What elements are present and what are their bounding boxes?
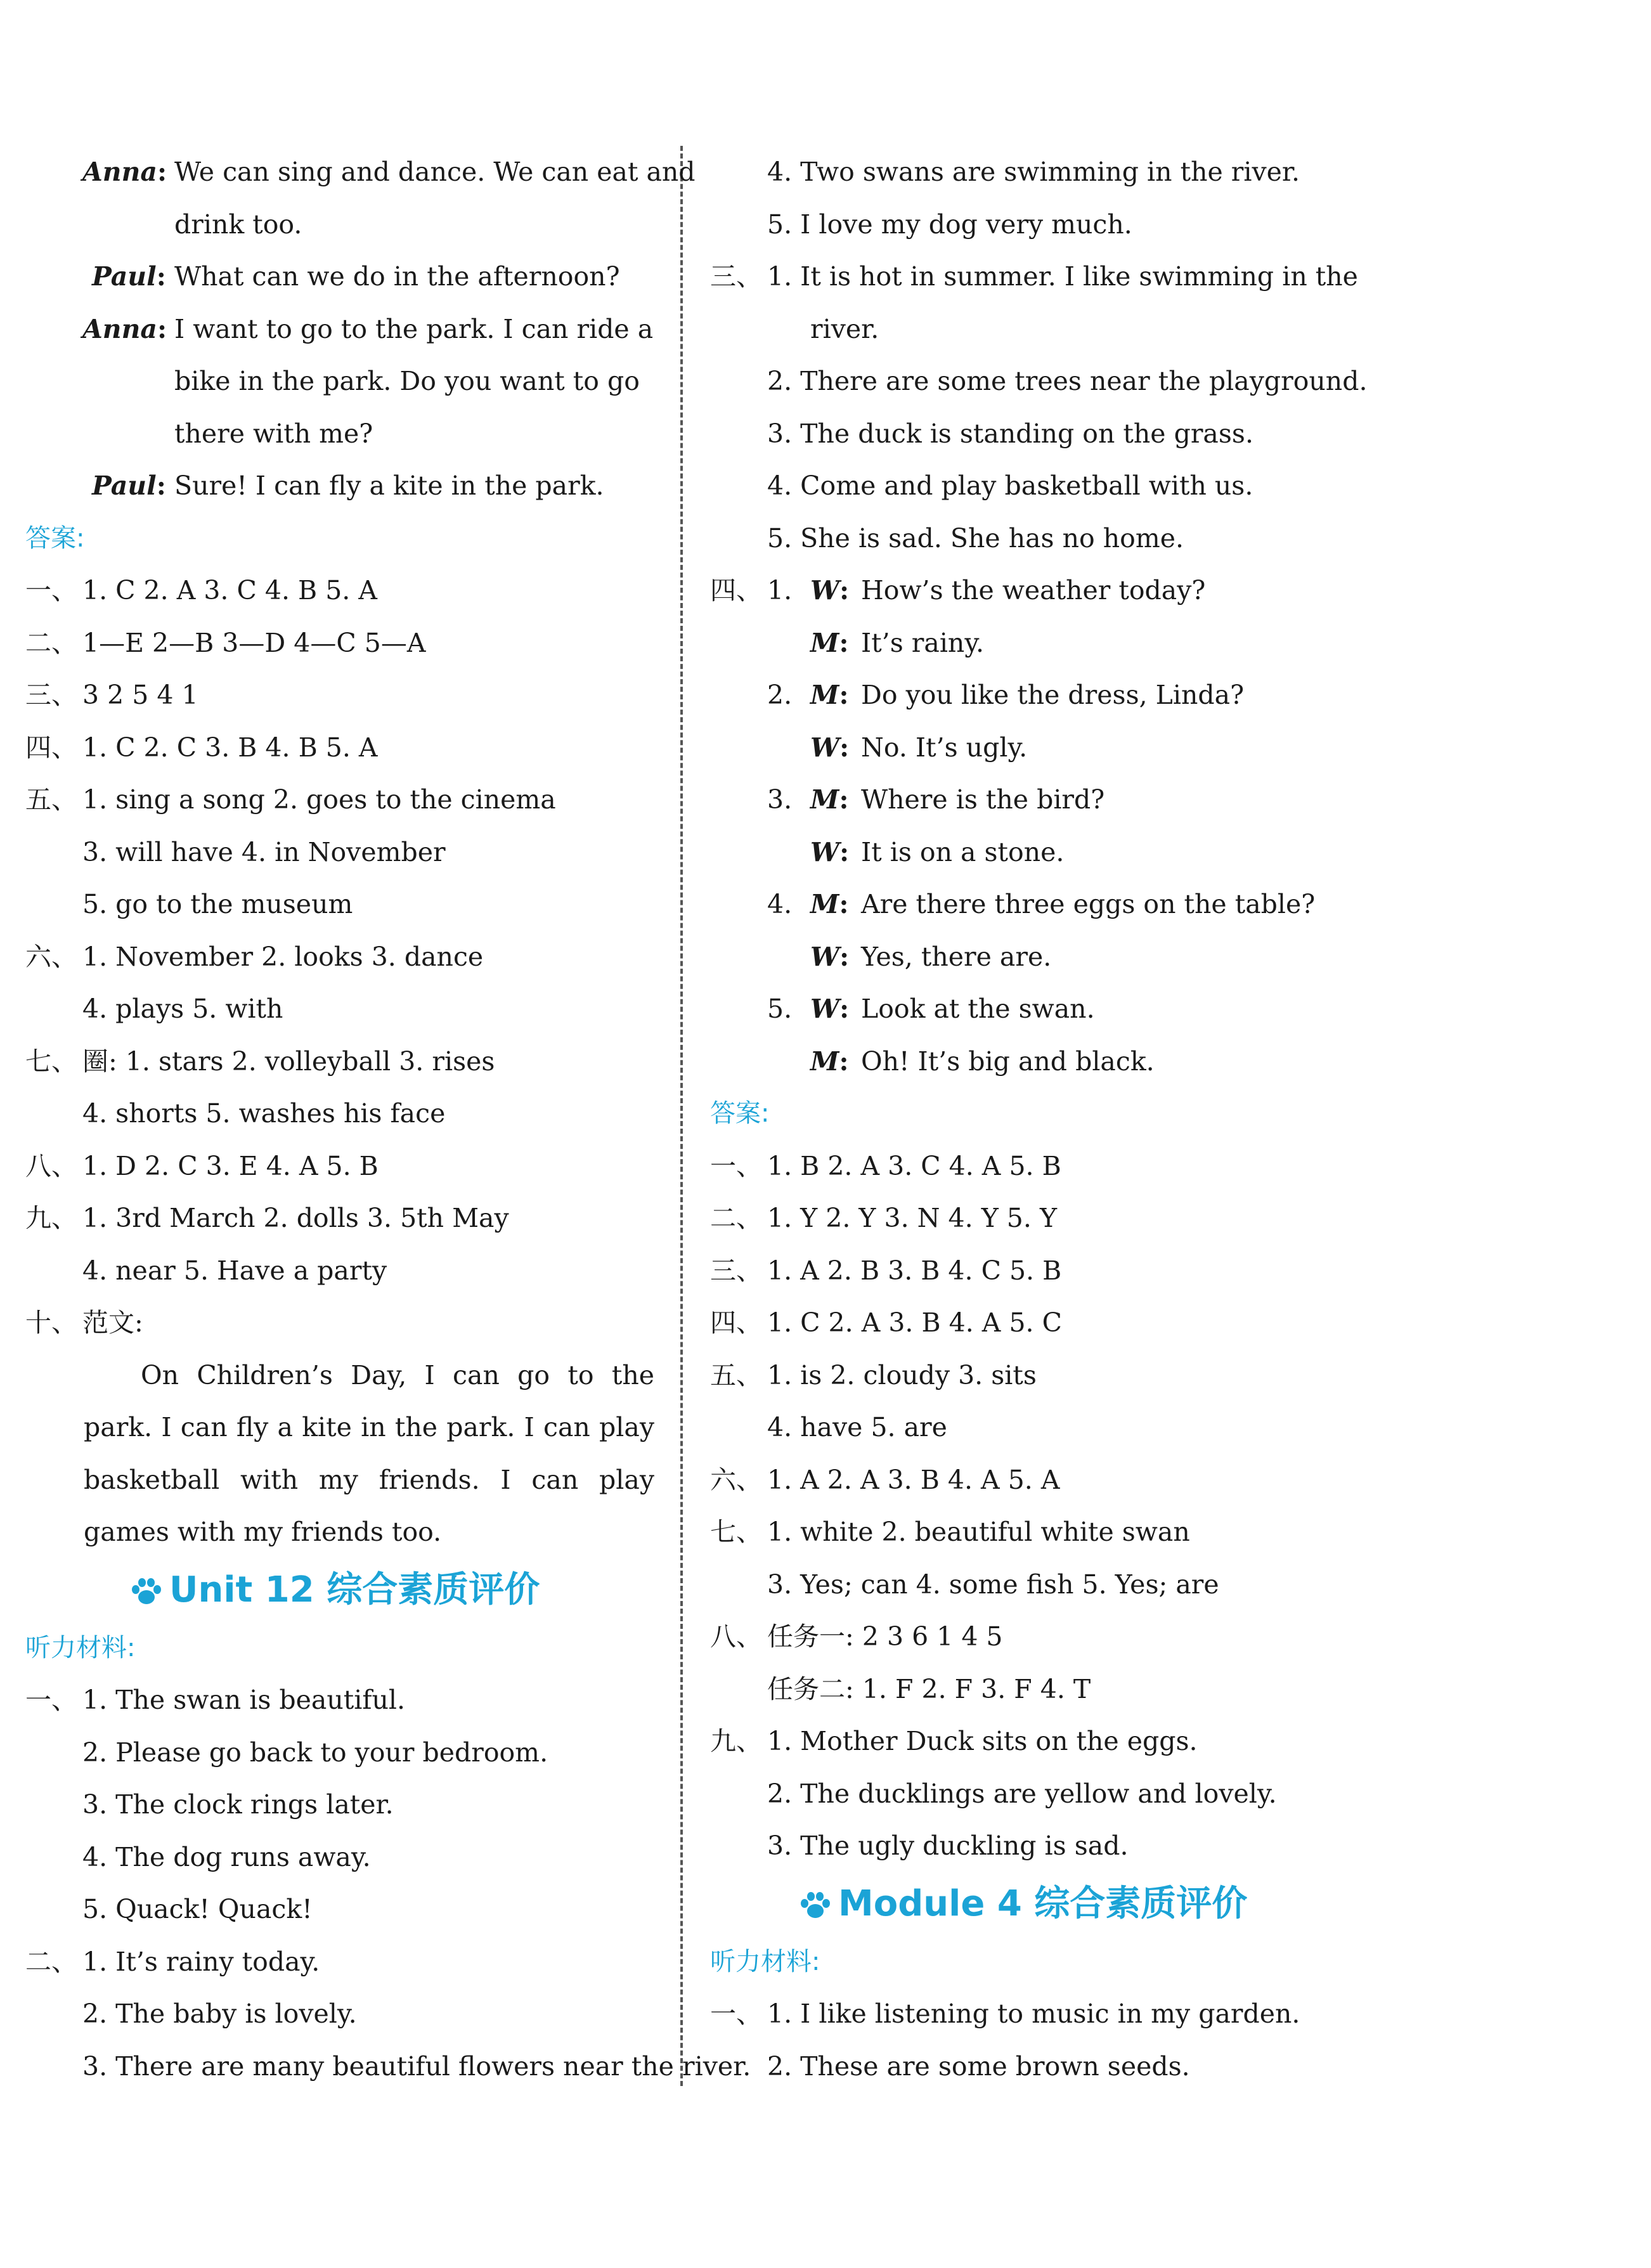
right-column: [710, 146, 1408, 2092]
line-text: 1. It’s rainy today.: [82, 1946, 320, 1977]
speaker-colon: :: [839, 680, 849, 710]
answer-line: [25, 1674, 659, 1727]
section-heading: [25, 1558, 659, 1622]
speaker-name: W: [810, 732, 840, 763]
line-text: Sure! I can fly a kite in the park.: [174, 470, 604, 501]
answer-line: [710, 1454, 1408, 1507]
answer-line: [710, 1820, 1408, 1872]
dialog-line: [25, 408, 659, 460]
section-number: 一、: [25, 1685, 77, 1715]
speaker-colon: :: [839, 784, 849, 815]
dialog-line: [25, 198, 659, 251]
line-text: I want to go to the park. I can ride a: [174, 313, 654, 344]
listening-line: [710, 460, 1408, 512]
section-number: 一、: [710, 1150, 762, 1181]
heading-text: Unit 12 综合素质评价: [169, 1569, 540, 1610]
answer-line: [25, 826, 659, 879]
dialog-line: [25, 355, 659, 408]
speaker-colon: :: [839, 941, 850, 972]
line-text: 4. near 5. Have a party: [82, 1255, 387, 1286]
answer-line: [710, 1768, 1408, 1820]
line-text: 1. D 2. C 3. E 4. A 5. B: [82, 1150, 379, 1181]
answer-line: [25, 617, 659, 670]
line-text: 范文:: [82, 1307, 143, 1338]
section-number: 五、: [25, 784, 77, 815]
heading-text: Module 4 综合素质评价: [838, 1882, 1248, 1924]
answer-line: [710, 1558, 1408, 1611]
line-text: We can sing and dance. We can eat and: [174, 157, 696, 187]
line-text: there with me?: [174, 418, 373, 449]
speaker-colon: :: [839, 836, 850, 867]
listening-line: [710, 408, 1408, 460]
speaker-label: [82, 303, 167, 356]
line-text: 5. She is sad. She has no home.: [767, 522, 1184, 554]
dialog-line: [710, 564, 1408, 617]
answer-line: [25, 1831, 659, 1884]
section-number: 九、: [710, 1726, 762, 1756]
line-text: It’s rainy.: [861, 627, 985, 658]
dialog-line: [25, 460, 659, 512]
line-text: bike in the park. Do you want to go: [174, 366, 640, 396]
line-text: 1. white 2. beautiful white swan: [767, 1517, 1190, 1547]
section-number: 七、: [25, 1046, 77, 1077]
answer-line: [710, 1297, 1408, 1349]
line-text: 1. It is hot in summer. I like swimming in the: [767, 261, 1358, 292]
line-text: 3. The ugly duckling is sad.: [767, 1831, 1129, 1861]
speaker-name: M: [810, 889, 839, 919]
line-text: 圈: 1. stars 2. volleyball 3. rises: [82, 1046, 495, 1077]
line-text: How’s the weather today?: [861, 575, 1206, 606]
speaker-name: W: [810, 575, 840, 606]
speaker-colon: :: [839, 1046, 849, 1077]
speaker-label: [810, 564, 849, 617]
line-text: river.: [810, 313, 879, 344]
section-number: 七、: [710, 1517, 762, 1547]
answer-line: [710, 1610, 1408, 1663]
answer-line: [710, 1192, 1408, 1245]
dialog-number: 4.: [767, 889, 793, 919]
line-text: 2. Please go back to your bedroom.: [82, 1737, 548, 1768]
answer-line: [25, 1245, 659, 1297]
answer-line: [25, 1727, 659, 1779]
line-text: 1. C 2. A 3. B 4. A 5. C: [767, 1307, 1062, 1338]
listening-line: [710, 250, 1408, 303]
speaker-colon: :: [839, 627, 849, 658]
section-number: 一、: [710, 1999, 762, 2029]
line-text: 1—E 2—B 3—D 4—C 5—A: [82, 627, 426, 658]
speaker-label: [810, 983, 849, 1035]
listening-line: [710, 146, 1408, 198]
speaker-name: M: [810, 627, 839, 658]
speaker-name: Anna: [82, 313, 157, 344]
speaker-colon: :: [839, 994, 850, 1024]
section-number: 六、: [710, 1464, 762, 1495]
line-text: 2. The ducklings are yellow and lovely.: [767, 1778, 1277, 1809]
section-number: 二、: [25, 1946, 77, 1977]
speaker-label: [810, 1035, 849, 1088]
answer-line: [710, 1245, 1408, 1297]
section-number: 八、: [25, 1150, 77, 1181]
speaker-label: [810, 669, 849, 722]
dialog-line: [710, 669, 1408, 722]
line-text: 1. November 2. looks 3. dance: [82, 941, 484, 972]
dialog-number: 5.: [767, 994, 793, 1024]
section-number: 八、: [710, 1621, 762, 1652]
answer-line: [710, 1140, 1408, 1193]
listening-line: [710, 512, 1408, 565]
answer-line: [710, 1715, 1408, 1768]
line-text: drink too.: [174, 209, 302, 240]
line-text: 5. Quack! Quack!: [82, 1894, 313, 1924]
answer-line: [25, 722, 659, 774]
speaker-label: [92, 460, 166, 512]
line-text: It is on a stone.: [861, 836, 1065, 867]
dialog-line: [710, 617, 1408, 670]
speaker-name: W: [810, 994, 840, 1024]
answer-line: [25, 1140, 659, 1193]
line-text: 1. 3rd March 2. dolls 3. 5th May: [82, 1203, 509, 1233]
answer-line: [25, 1192, 659, 1245]
speaker-name: Paul: [92, 470, 157, 501]
sample-essay: On Children’s Day, I can go to the park. I can fly a kite in the park. I can play basketball with my friends. I can play games with my friends too.: [84, 1359, 654, 1547]
listening-label: [25, 1622, 659, 1675]
dialog-line: [710, 722, 1408, 774]
listening-line: [710, 355, 1408, 408]
dialog-line: [710, 1035, 1408, 1088]
answer-label: [710, 1087, 1408, 1140]
dialog-line: [710, 774, 1408, 826]
dialog-line: [25, 250, 659, 303]
speaker-name: M: [810, 1046, 839, 1077]
line-text: 任务一: 2 3 6 1 4 5: [767, 1621, 1003, 1652]
dialog-line: [25, 146, 696, 198]
line-text: 5. I love my dog very much.: [767, 209, 1132, 240]
speaker-label: [810, 931, 849, 983]
answer-line: [25, 1988, 659, 2040]
speaker-colon: :: [157, 157, 167, 187]
line-text: 1. is 2. cloudy 3. sits: [767, 1359, 1037, 1390]
speaker-name: W: [810, 836, 840, 867]
answer-line: [25, 1087, 659, 1140]
speaker-colon: :: [839, 575, 850, 606]
line-text: 4. shorts 5. washes his face: [82, 1098, 446, 1129]
line-text: 答案:: [710, 1099, 770, 1128]
section-number: 三、: [710, 261, 762, 292]
left-column: [25, 146, 751, 2092]
line-text: 4. The dog runs away.: [82, 1841, 371, 1872]
line-text: 2. The baby is lovely.: [82, 1999, 357, 2029]
speaker-name: M: [810, 784, 839, 815]
line-text: Are there three eggs on the table?: [861, 889, 1316, 919]
speaker-label: [82, 146, 167, 198]
line-text: 2. These are some brown seeds.: [767, 2051, 1190, 2082]
dialog-line: [710, 878, 1408, 931]
section-number: 二、: [25, 627, 77, 658]
section-number: 三、: [710, 1255, 762, 1286]
line-text: 3. will have 4. in November: [82, 836, 446, 867]
line-text: Oh! It’s big and black.: [861, 1046, 1155, 1077]
answer-line: [25, 774, 659, 826]
speaker-colon: :: [839, 732, 850, 763]
line-text: 4. plays 5. with: [82, 994, 283, 1024]
line-text: No. It’s ugly.: [861, 732, 1028, 763]
line-text: 4. Come and play basketball with us.: [767, 470, 1253, 501]
speaker-label: [92, 250, 166, 303]
line-text: 答案:: [25, 523, 85, 553]
line-text: 1. B 2. A 3. C 4. A 5. B: [767, 1150, 1061, 1181]
answer-line: [710, 1988, 1408, 2040]
paw-icon: [130, 1578, 163, 1605]
answer-line: [25, 1035, 659, 1088]
line-text: 4. Two swans are swimming in the river.: [767, 157, 1300, 187]
paw-icon: [799, 1891, 832, 1919]
line-text: 听力材料:: [25, 1633, 136, 1662]
section-heading: [710, 1872, 1408, 1936]
line-text: 2. There are some trees near the playground.: [767, 366, 1368, 396]
answer-line: [710, 1663, 1408, 1716]
speaker-colon: :: [156, 470, 166, 501]
line-text: 1. sing a song 2. goes to the cinema: [82, 784, 556, 815]
listening-label: [710, 1936, 1408, 1988]
dialog-number: 1.: [767, 575, 793, 606]
answer-label: [25, 512, 659, 565]
dialog-number: 3.: [767, 784, 793, 815]
answer-line: [25, 931, 659, 983]
line-text: 3 2 5 4 1: [82, 680, 198, 710]
answer-line: [25, 2040, 751, 2093]
line-text: 听力材料:: [710, 1947, 820, 1976]
column-divider: [680, 146, 683, 2086]
answer-line: [25, 1297, 659, 1349]
listening-line: [710, 198, 1408, 251]
section-number: 四、: [25, 732, 77, 763]
dialog-line: [710, 983, 1408, 1035]
speaker-label: [810, 774, 849, 826]
dialog-number: 2.: [767, 680, 793, 710]
section-number: 四、: [710, 1307, 762, 1338]
section-number: 一、: [25, 575, 77, 606]
line-text: 5. go to the museum: [82, 889, 353, 919]
answer-line: [25, 1936, 659, 1988]
speaker-label: [810, 722, 849, 774]
line-text: 3. Yes; can 4. some fish 5. Yes; are: [767, 1569, 1219, 1600]
speaker-colon: :: [839, 889, 849, 919]
section-number: 三、: [25, 680, 77, 710]
answer-line: [25, 878, 659, 931]
answer-line: [710, 1401, 1408, 1454]
line-text: 1. C 2. A 3. C 4. B 5. A: [82, 575, 377, 606]
dialog-line: [710, 826, 1408, 879]
answer-line: [25, 669, 659, 722]
speaker-colon: :: [157, 313, 167, 344]
answer-line: [25, 564, 659, 617]
section-number: 六、: [25, 941, 77, 972]
answer-line: [710, 1506, 1408, 1558]
line-text: 1. Mother Duck sits on the eggs.: [767, 1726, 1198, 1756]
speaker-colon: :: [156, 261, 166, 292]
speaker-label: [810, 826, 849, 879]
dialog-line: [710, 931, 1408, 983]
answer-line: [25, 1883, 659, 1936]
answer-line: [25, 983, 659, 1035]
listening-line: [710, 303, 1408, 356]
dialog-line: [25, 303, 659, 356]
speaker-label: [810, 878, 849, 931]
line-text: 1. I like listening to music in my garden.: [767, 1999, 1300, 2029]
speaker-label: [810, 617, 849, 670]
line-text: 1. A 2. B 3. B 4. C 5. B: [767, 1255, 1062, 1286]
line-text: 任务二: 1. F 2. F 3. F 4. T: [767, 1673, 1091, 1704]
answer-line: [710, 2040, 1408, 2093]
line-text: 1. A 2. A 3. B 4. A 5. A: [767, 1464, 1060, 1495]
section-number: 四、: [710, 575, 762, 606]
line-text: 1. The swan is beautiful.: [82, 1685, 406, 1715]
line-text: What can we do in the afternoon?: [174, 261, 620, 292]
line-text: Where is the bird?: [861, 784, 1105, 815]
line-text: 1. C 2. C 3. B 4. B 5. A: [82, 732, 378, 763]
line-text: Do you like the dress, Linda?: [861, 680, 1245, 710]
line-text: Yes, there are.: [861, 941, 1052, 972]
speaker-name: Paul: [92, 261, 157, 292]
section-number: 二、: [710, 1203, 762, 1233]
line-text: Look at the swan.: [861, 994, 1095, 1024]
answer-line: [710, 1349, 1408, 1402]
speaker-name: M: [810, 680, 839, 710]
line-text: 4. have 5. are: [767, 1412, 947, 1442]
line-text: 3. The duck is standing on the grass.: [767, 418, 1253, 449]
line-text: 3. The clock rings later.: [82, 1789, 394, 1820]
section-number: 九、: [25, 1203, 77, 1233]
line-text: 1. Y 2. Y 3. N 4. Y 5. Y: [767, 1203, 1058, 1233]
speaker-name: W: [810, 941, 840, 972]
answer-line: [25, 1779, 659, 1831]
section-number: 五、: [710, 1359, 762, 1390]
speaker-name: Anna: [82, 157, 157, 187]
line-text: 3. There are many beautiful flowers near the river.: [82, 2051, 751, 2082]
section-number: 十、: [25, 1307, 77, 1338]
